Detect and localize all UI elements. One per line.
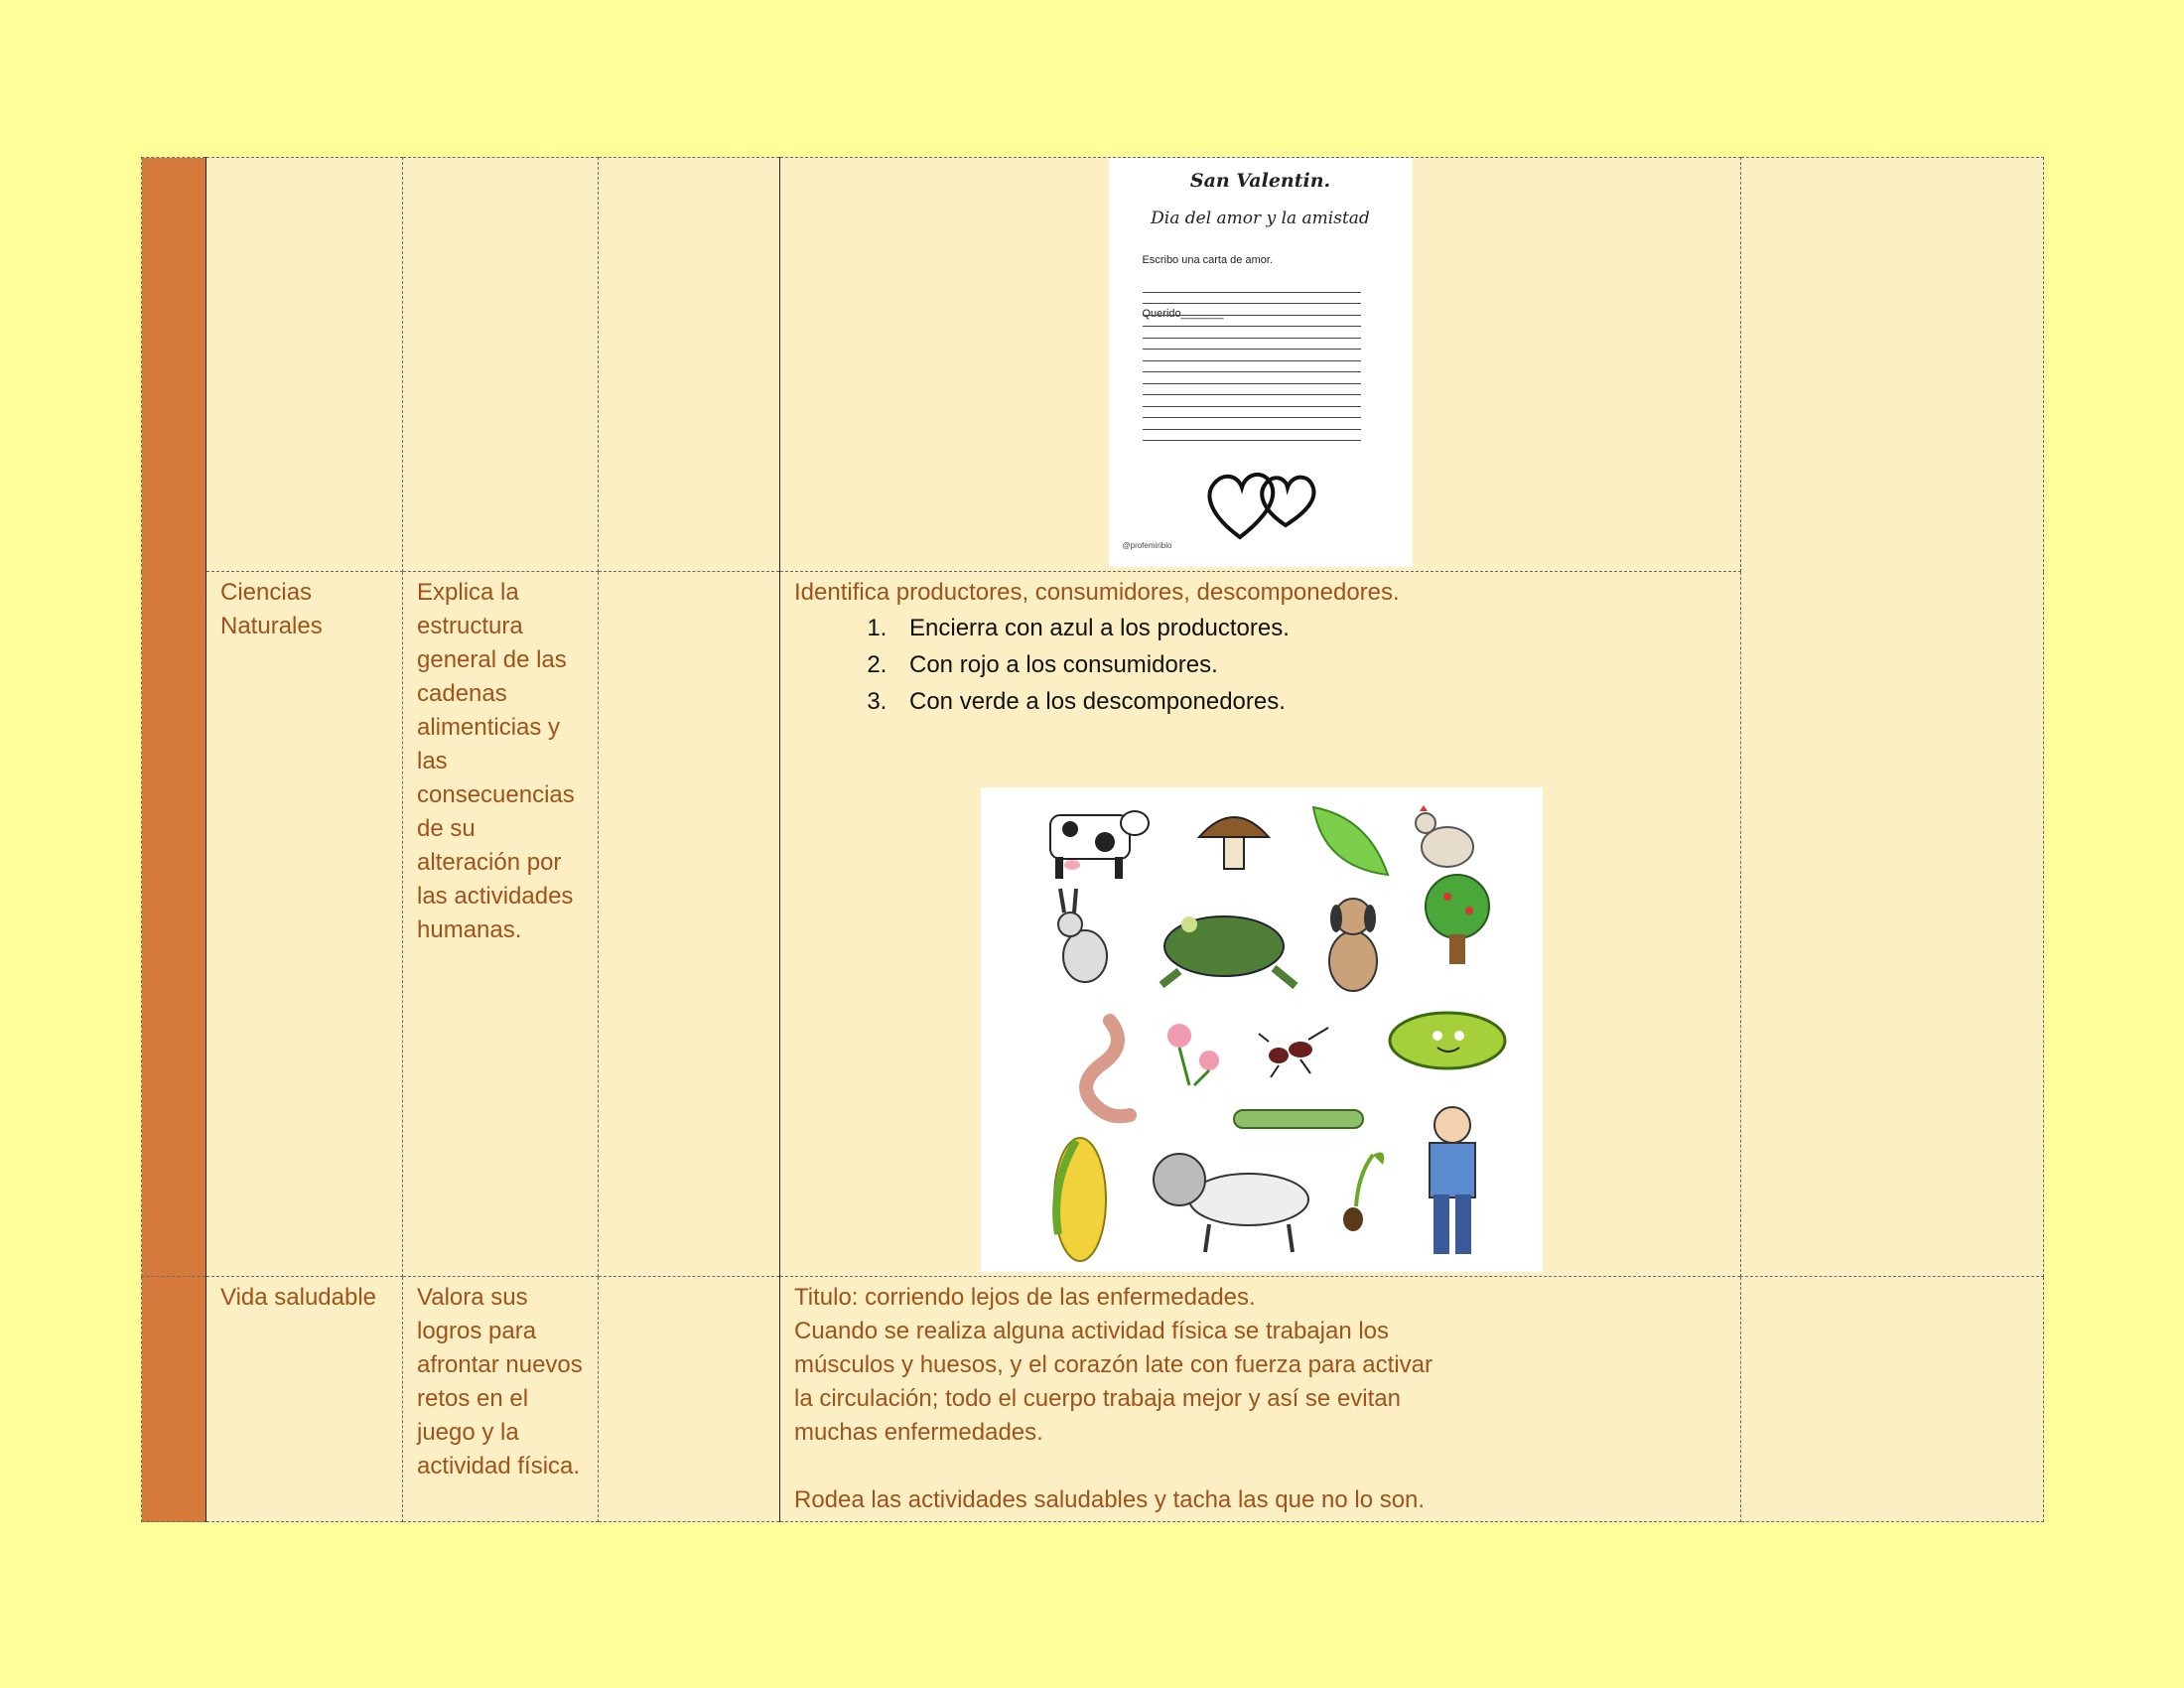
activity-title: Titulo: corriendo lejos de las enfermedades. xyxy=(794,1284,1256,1311)
writing-lines xyxy=(1143,281,1361,441)
table-row xyxy=(142,1277,2044,1522)
letter-greeting: Querido_______ xyxy=(1142,308,1224,320)
hearts-icon xyxy=(1200,456,1329,547)
empty-cell xyxy=(599,1277,780,1522)
bacteria-icon xyxy=(1390,1013,1505,1068)
list-item: 2. Con rojo a los consumidores. xyxy=(893,646,1726,683)
subject-cell xyxy=(206,158,403,572)
ant-icon xyxy=(1259,1028,1328,1077)
indicator-cell xyxy=(403,158,599,572)
activity-cell xyxy=(780,572,1741,1277)
tree-icon xyxy=(1426,875,1489,964)
table-row xyxy=(142,158,2044,572)
letter-instruction: Escribo una carta de amor. xyxy=(1142,254,1273,266)
activity-task: Rodea las actividades saludables y tacha las que no lo son. xyxy=(794,1486,1426,1513)
caterpillar-icon xyxy=(1234,1110,1363,1128)
list-item: 3. Con verde a los descomponedores. xyxy=(893,683,1726,720)
dog-icon xyxy=(1329,899,1377,991)
food-chain-picture xyxy=(981,787,1543,1272)
activity-cell xyxy=(780,1277,1741,1522)
activity-body: Cuando se realiza alguna actividad física se trabajan los músculos y huesos, y el corazón late con fuerza para activar la circulación; todo el cuerpo trabaja mejor y así se evitan muchas enfermedades. xyxy=(794,1318,1433,1446)
corn-icon xyxy=(1054,1138,1106,1261)
subject-cell: Ciencias Naturales xyxy=(206,572,403,1277)
letter-subtitle: Dia del amor y la amistad xyxy=(1151,209,1370,228)
empty-cell xyxy=(599,572,780,1277)
indicator-cell: Explica la estructura general de las cadenas alimenticias y las consecuencias de su alteración por las actividades humanas. xyxy=(403,572,599,1277)
side-band xyxy=(142,158,206,1277)
valentine-letter-worksheet xyxy=(1109,158,1413,567)
flower-icon xyxy=(1167,1024,1219,1085)
letter-title: San Valentin. xyxy=(1189,170,1331,192)
frog-icon xyxy=(1161,916,1296,986)
lion-icon xyxy=(1154,1154,1308,1252)
sprout-icon xyxy=(1343,1153,1384,1231)
mushroom-icon xyxy=(1199,817,1269,869)
farmer-icon xyxy=(1430,1107,1475,1254)
cow-icon xyxy=(1050,811,1149,879)
lesson-plan-table xyxy=(141,157,2044,1522)
steps-list xyxy=(794,610,1726,720)
notes-cell xyxy=(1741,1277,2044,1522)
hen-icon xyxy=(1416,805,1473,867)
indicator-cell: Valora sus logros para afrontar nuevos retos en el juego y la actividad física. xyxy=(403,1277,599,1522)
notes-cell xyxy=(1741,158,2044,1277)
leaf-icon xyxy=(1313,807,1388,875)
rabbit-icon xyxy=(1058,889,1107,982)
subject-cell: Vida saludable xyxy=(206,1277,403,1522)
worm-icon xyxy=(1086,1021,1130,1116)
activity-cell xyxy=(780,158,1741,572)
list-item: 1. Encierra con azul a los productores. xyxy=(893,610,1726,646)
empty-cell xyxy=(599,158,780,572)
food-chain-illustrations xyxy=(981,787,1543,1272)
side-band xyxy=(142,1277,206,1522)
letter-credit: @profemiriblo xyxy=(1122,541,1172,550)
activity-intro: Identifica productores, consumidores, descomponedores. xyxy=(794,579,1400,606)
